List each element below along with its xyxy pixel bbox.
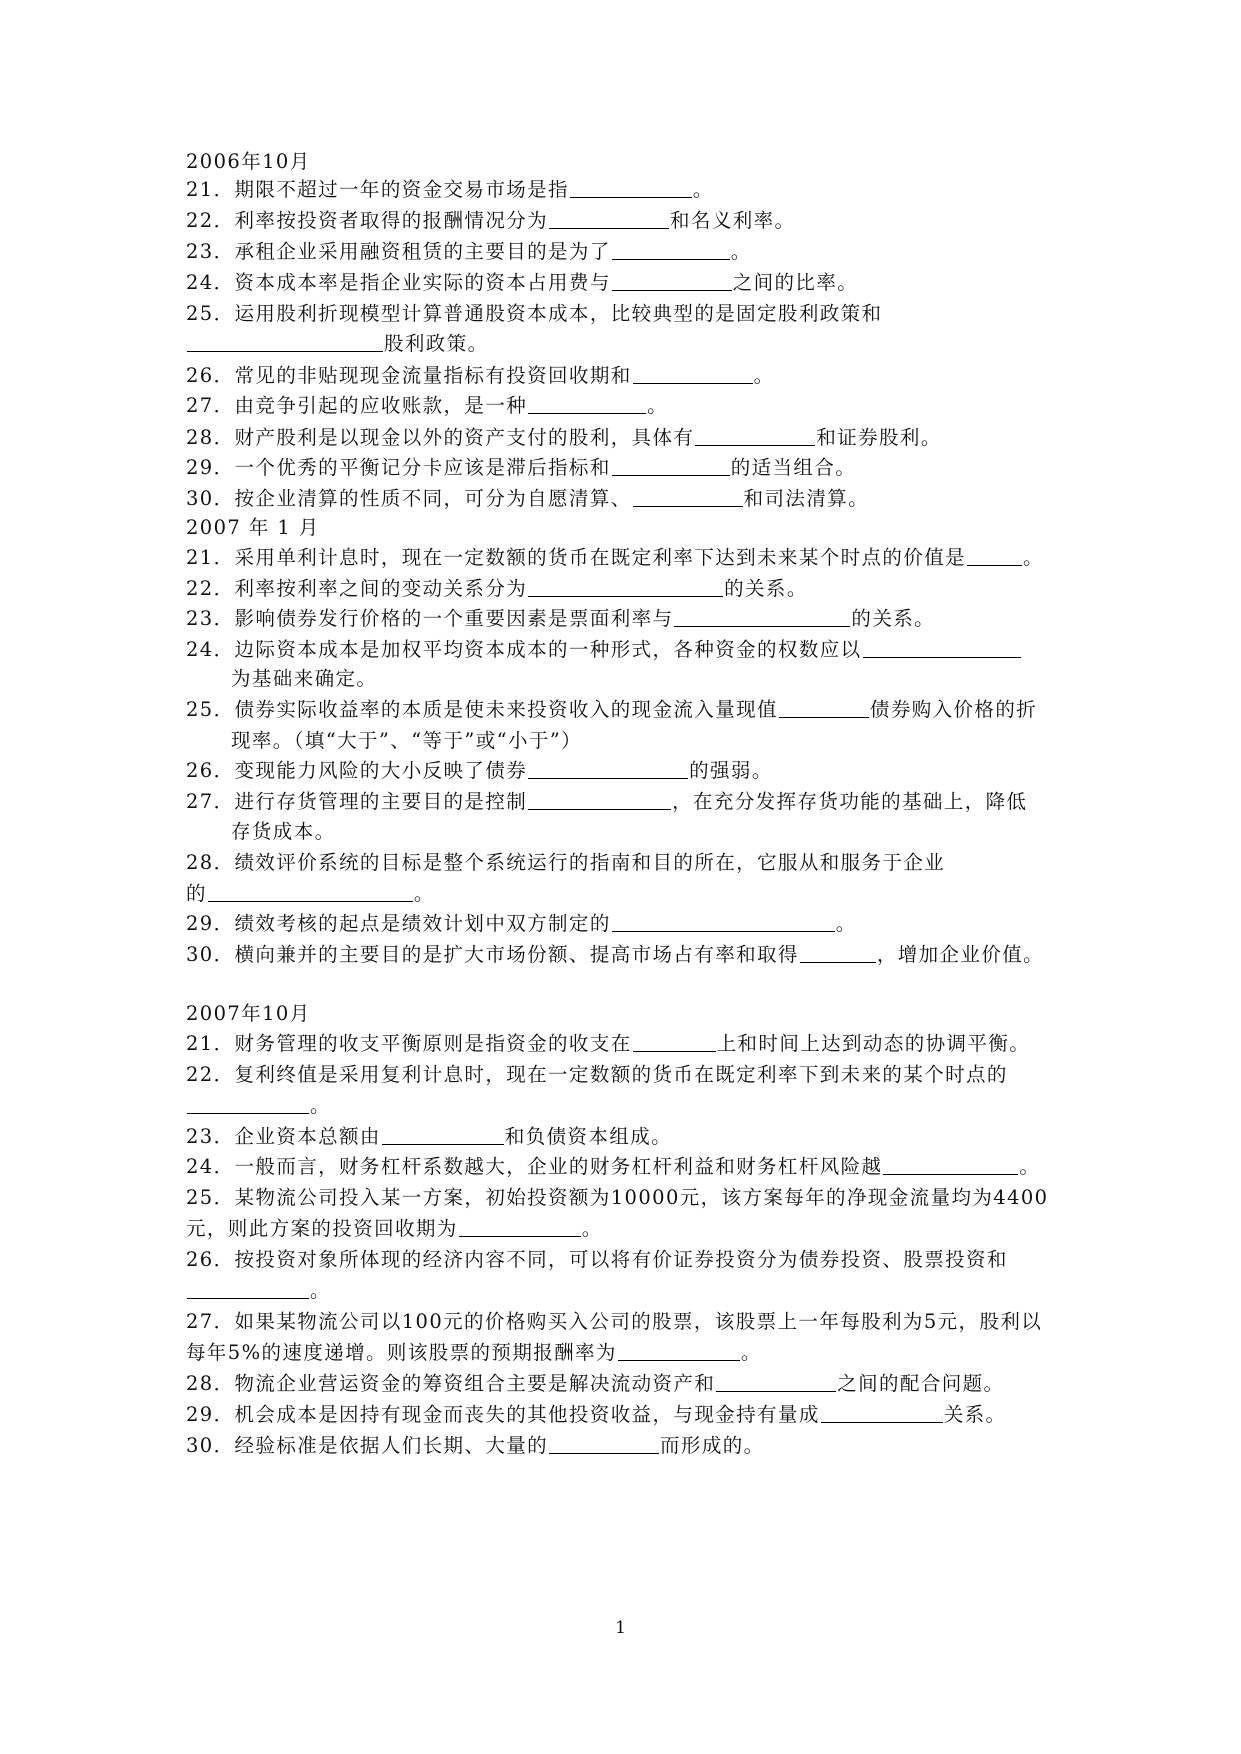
answer-blank (528, 577, 723, 597)
answer-blank (382, 1125, 504, 1145)
question-line (186, 302, 882, 326)
answer-blank (612, 240, 730, 260)
question-line (186, 607, 935, 631)
question-text: 27．进行存货管理的主要目的是控制 (186, 790, 528, 813)
question-text: 元，则此方案的投资回收期为 (186, 1217, 458, 1240)
question-text: 而形成的。 (660, 1434, 765, 1457)
page-number: 1 (615, 1618, 626, 1638)
question-line (186, 1094, 331, 1118)
answer-blank (863, 638, 1021, 658)
question-line (186, 364, 775, 388)
question-text: 25．运用股利折现模型计算普通股资本成本，比较典型的是固定股利政策和 (186, 302, 883, 325)
answer-blank (528, 394, 646, 414)
question-line (186, 790, 1027, 814)
question-line (186, 546, 1044, 570)
question-text: 26．变现能力风险的大小反映了债券 (186, 759, 528, 782)
question-text: 30．按企业清算的性质不同，可分为自愿清算、 (186, 487, 632, 510)
answer-blank (570, 178, 692, 198)
answer-blank (967, 546, 1022, 566)
question-text: 21．采用单利计息时，现在一定数额的货币在既定利率下达到未来某个时点的价值是 (186, 546, 967, 569)
question-line (186, 332, 489, 356)
question-text: 的关系。 (724, 577, 808, 600)
question-text: 28．财产股利是以现金以外的资产支付的股利，具体有 (186, 426, 695, 449)
section-title: 2007 年 1 月 (186, 516, 320, 539)
question-text: 28．物流企业营运资金的筹资组合主要是解决流动资产和 (186, 1372, 716, 1395)
question-line (186, 1372, 1004, 1396)
question-text: ，在充分发挥存货功能的基础上，降低 (672, 790, 1028, 813)
question-line (186, 394, 668, 418)
answer-blank (612, 456, 730, 476)
question-text: 股利政策。 (384, 332, 489, 355)
question-line (186, 1434, 765, 1458)
question-line (186, 240, 752, 264)
question-text: 关系。 (943, 1403, 1007, 1426)
question-line (231, 667, 377, 691)
question-line (186, 1310, 1042, 1334)
question-text: 。 (753, 364, 775, 387)
answer-blank (187, 1094, 309, 1114)
question-text: 29．机会成本是因持有现金而丧失的其他投资收益，与现金持有量成 (186, 1403, 820, 1426)
question-text: 为基础来确定。 (231, 667, 378, 690)
question-text: 22．利率按利率之间的变动关系分为 (186, 577, 528, 600)
question-text: 24．一般而言，财务杠杆系数越大，企业的财务杠杆利益和财务杠杆风险越 (186, 1155, 883, 1178)
question-text: 和证券股利。 (816, 426, 942, 449)
answer-blank (612, 912, 835, 932)
answer-blank (187, 1279, 309, 1299)
question-text: 25．债券实际收益率的本质是使未来投资收入的现金流入量现值 (186, 698, 778, 721)
question-text: 的关系。 (851, 607, 936, 630)
question-text: 29．一个优秀的平衡记分卡应该是滞后指标和 (186, 456, 611, 479)
question-text: 26．按投资对象所体现的经济内容不同，可以将有价证券投资分为债券投资、股票投资和 (186, 1248, 1008, 1271)
section-title: 2006年10月 (186, 150, 311, 173)
question-text: 现率。（填“大于”、“等于”或“小于”） (231, 729, 583, 752)
answer-blank (779, 698, 869, 718)
answer-blank (633, 1032, 716, 1052)
answer-blank (695, 426, 815, 446)
question-line (186, 912, 857, 936)
question-text: 。 (413, 882, 435, 905)
question-line (186, 1063, 1008, 1087)
answer-blank (187, 332, 383, 352)
answer-blank (633, 487, 743, 507)
question-text: 和司法清算。 (743, 487, 870, 510)
question-line (186, 1341, 762, 1365)
question-line (186, 1032, 1030, 1056)
question-line (186, 178, 714, 202)
question-line (231, 729, 582, 753)
question-text: 。 (740, 1341, 762, 1364)
question-text: 。 (310, 1094, 331, 1117)
question-line (231, 820, 336, 844)
answer-blank (528, 790, 671, 810)
question-text: 26．常见的非贴现现金流量指标有投资回收期和 (186, 364, 632, 387)
question-text: 的强弱。 (689, 759, 773, 782)
question-line (186, 577, 808, 601)
answer-blank (208, 882, 413, 902)
question-text: 。 (1019, 1155, 1041, 1178)
section-title: 2007年10月 (186, 1002, 311, 1025)
answer-blank (549, 209, 669, 229)
question-line (186, 1403, 1006, 1427)
answer-blank (549, 1434, 659, 1454)
answer-blank (528, 759, 688, 779)
question-text: 。 (835, 912, 857, 935)
question-line (186, 1186, 1048, 1210)
question-text: 债券购入价格的折 (869, 698, 1038, 721)
question-line (186, 456, 856, 480)
question-line (186, 882, 435, 906)
answer-blank (612, 271, 732, 291)
question-line (186, 271, 858, 295)
question-text: 24．边际资本成本是加权平均资本成本的一种形式，各种资金的权数应以 (186, 638, 862, 661)
question-line (186, 638, 1022, 662)
question-text: 。 (310, 1279, 331, 1302)
question-text: 和负债资本组成。 (504, 1125, 673, 1148)
answer-blank (800, 943, 876, 963)
question-text: 28．绩效评价系统的目标是整个系统运行的指南和目的所在，它服从和服务于企业 (186, 851, 946, 874)
question-text: ，增加企业价值。 (876, 943, 1045, 966)
question-text: 存货成本。 (231, 820, 336, 843)
question-text: 。 (730, 240, 752, 263)
question-text: 。 (647, 394, 669, 417)
question-line (186, 698, 1037, 722)
question-line (186, 759, 773, 783)
question-text: 每年5%的速度递增。则该股票的预期报酬率为 (186, 1341, 617, 1364)
question-text: 27．由竞争引起的应收账款，是一种 (186, 394, 528, 417)
question-line (186, 209, 795, 233)
question-line (186, 426, 942, 450)
question-text: 的适当组合。 (730, 456, 857, 479)
question-text: 和名义利率。 (670, 209, 796, 232)
answer-blank (821, 1403, 943, 1423)
question-line (186, 1125, 672, 1149)
question-line (186, 943, 1044, 967)
question-text: 。 (692, 178, 714, 201)
question-text: 22．利率按投资者取得的报酬情况分为 (186, 209, 549, 232)
question-text: 23．承租企业采用融资租赁的主要目的是为了 (186, 240, 611, 263)
answer-blank (883, 1155, 1018, 1175)
question-text: 25．某物流公司投入某一方案，初始投资额为10000元，该方案每年的净现金流量均为4400 (186, 1186, 1049, 1209)
question-line (186, 1155, 1040, 1179)
question-line (186, 1248, 1008, 1272)
question-text: 21．财务管理的收支平衡原则是指资金的收支在 (186, 1032, 632, 1055)
answer-blank (459, 1217, 581, 1237)
answer-blank (674, 607, 850, 627)
question-text: 22．复利终值是采用复利计息时，现在一定数额的货币在既定利率下到未来的某个时点的 (186, 1063, 1008, 1086)
question-text: 。 (1023, 546, 1044, 569)
question-text: 30．经验标准是依据人们长期、大量的 (186, 1434, 549, 1457)
question-text: 。 (581, 1217, 603, 1240)
question-text: 之间的配合问题。 (837, 1372, 1005, 1395)
question-text: 24．资本成本率是指企业实际的资本占用费与 (186, 271, 611, 294)
question-text: 30．横向兼并的主要目的是扩大市场份额、提高市场占有率和取得 (186, 943, 799, 966)
question-text: 23．企业资本总额由 (186, 1125, 381, 1148)
question-text: 之间的比率。 (732, 271, 859, 294)
question-text: 29．绩效考核的起点是绩效计划中双方制定的 (186, 912, 611, 935)
question-text: 27．如果某物流公司以100元的价格购买入公司的股票，该股票上一年每股利为5元，股利以 (186, 1310, 1043, 1333)
question-text: 上和时间上达到动态的协调平衡。 (716, 1032, 1031, 1055)
answer-blank (633, 364, 753, 384)
question-line (186, 1279, 331, 1303)
answer-blank (716, 1372, 836, 1392)
question-line (186, 487, 869, 511)
question-text: 的 (186, 882, 207, 905)
question-line (186, 851, 945, 875)
question-text: 21．期限不超过一年的资金交易市场是指 (186, 178, 569, 201)
answer-blank (618, 1341, 740, 1361)
question-line (186, 1217, 603, 1241)
question-text: 23．影响债券发行价格的一个重要因素是票面利率与 (186, 607, 674, 630)
